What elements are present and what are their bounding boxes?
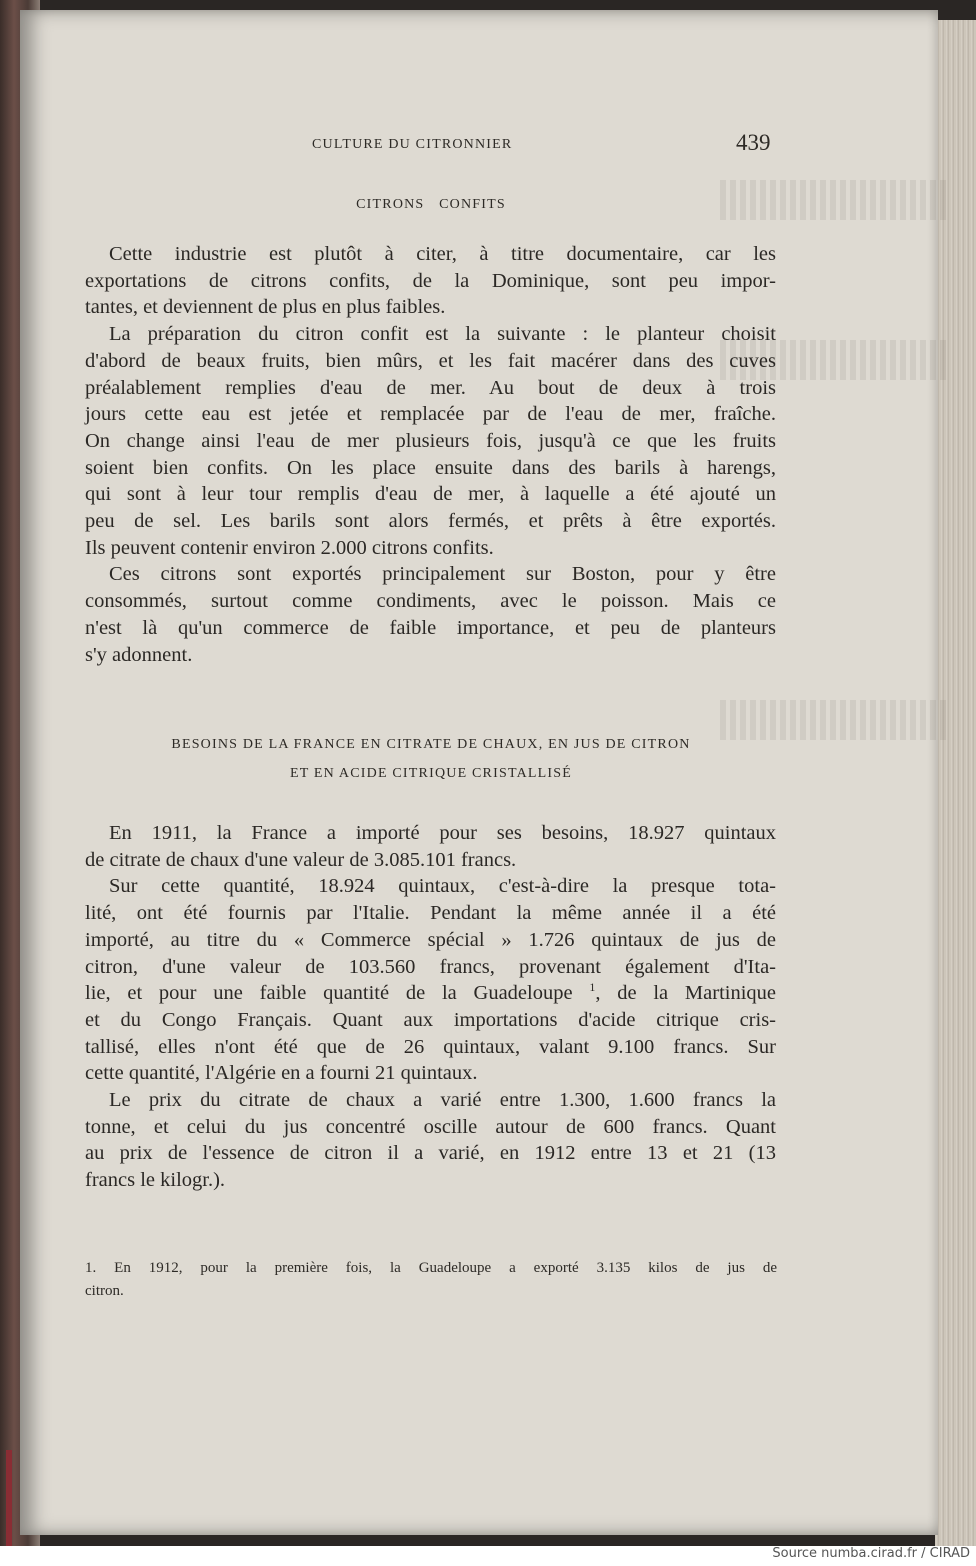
text-line: soient bien confits. On les place ensuite dans des barils à harengs, bbox=[85, 456, 776, 479]
footnote bbox=[85, 1257, 777, 1303]
text-line: s'y adonnent. bbox=[85, 643, 193, 666]
text-line: Ils peuvent contenir environ 2.000 citrons confits. bbox=[85, 536, 494, 559]
footnote-marker: 1 bbox=[589, 980, 596, 995]
text-line: lité, ont été fournis par l'Italie. Pendant la même année il a été bbox=[85, 902, 776, 925]
text-line: citron, d'une valeur de 103.560 francs, provenant également d'Ita- bbox=[85, 955, 776, 978]
text-line: exportations de citrons confits, de la Dominique, sont peu impor- bbox=[85, 269, 776, 292]
text-line: La préparation du citron confit est la suivante : le planteur choisit bbox=[109, 323, 776, 346]
text-line: qui sont à leur tour remplis d'eau de mer, à laquelle a été ajouté un bbox=[85, 483, 776, 506]
bleed-through bbox=[720, 700, 950, 740]
text-line: importé, au titre du « Commerce spécial » 1.726 quintaux de jus de bbox=[85, 928, 776, 951]
text-line: tonne, et celui du jus concentré oscille autour de 600 francs. Quant bbox=[85, 1115, 776, 1138]
text-line: consommés, surtout comme condiments, avec le poisson. Mais ce bbox=[85, 590, 776, 613]
text-line: n'est là qu'un commerce de faible importance, et peu de planteurs bbox=[85, 616, 776, 639]
text-line: Sur cette quantité, 18.924 quintaux, c'est-à-dire la presque tota- bbox=[109, 875, 776, 898]
text-line: Le prix du citrate de chaux a varié entre 1.300, 1.600 francs la bbox=[109, 1089, 776, 1112]
page-number: 439 bbox=[736, 130, 771, 155]
footnote-line: citron. bbox=[85, 1283, 124, 1299]
text-fragment: , de la Martinique bbox=[595, 982, 777, 1005]
text-line: On change ainsi l'eau de mer plusieurs fois, jusqu'à ce que les fruits bbox=[85, 429, 776, 452]
text-line-with-footnote bbox=[85, 980, 776, 1007]
page-edges bbox=[935, 20, 976, 1546]
text-line: peu de sel. Les barils sont alors fermés, et prêts à être exportés. bbox=[85, 510, 776, 533]
text-line: d'abord de beaux fruits, bien mûrs, et les fait macérer dans des cuves bbox=[85, 349, 776, 372]
section-heading-citrons-confits: CITRONS CONFITS bbox=[356, 197, 506, 212]
text-line: au prix de l'essence de citron il a varié, en 1912 entre 13 et 21 (13 bbox=[85, 1142, 776, 1165]
text-line: francs le kilogr.). bbox=[85, 1169, 226, 1192]
text-line: préalablement remplies d'eau de mer. Au bout de deux à trois bbox=[85, 376, 776, 399]
text-line: tantes, et deviennent de plus en plus faibles. bbox=[85, 296, 446, 319]
section-body-besoins bbox=[85, 820, 776, 1194]
text-line: cette quantité, l'Algérie en a fourni 21 quintaux. bbox=[85, 1062, 478, 1085]
text-line: de citrate de chaux d'une valeur de 3.085.101 francs. bbox=[85, 848, 517, 871]
running-head-title: CULTURE DU CITRONNIER bbox=[312, 137, 513, 152]
section-heading-besoins-line1: BESOINS DE LA FRANCE EN CITRATE DE CHAUX, EN JUS DE CITRON bbox=[171, 737, 691, 752]
text-line: Cette industrie est plutôt à citer, à titre documentaire, car les bbox=[109, 243, 776, 265]
section-body-citrons-confits bbox=[85, 241, 776, 668]
text-line: jours cette eau est jetée et remplacée par de l'eau de mer, fraîche. bbox=[85, 403, 776, 426]
text-line: En 1911, la France a importé pour ses besoins, 18.927 quintaux bbox=[109, 822, 776, 844]
section-heading-besoins-line2: ET EN ACIDE CITRIQUE CRISTALLISÉ bbox=[289, 766, 572, 781]
source-credit: Source numba.cirad.fr / CIRAD bbox=[772, 1546, 970, 1561]
footnote-line: 1. En 1912, pour la première fois, la Guadeloupe a exporté 3.135 kilos de jus de bbox=[85, 1260, 777, 1276]
binding-ribbon bbox=[6, 1450, 12, 1546]
text-line: Ces citrons sont exportés principalement sur Boston, pour y être bbox=[109, 563, 776, 586]
text-fragment: lie, et pour une faible quantité de la Guadeloupe bbox=[85, 982, 573, 1005]
text-line: et du Congo Français. Quant aux importations d'acide citrique cris- bbox=[85, 1008, 776, 1031]
text-line: tallisé, elles n'ont été que de 26 quintaux, valant 9.100 francs. Sur bbox=[85, 1035, 776, 1058]
